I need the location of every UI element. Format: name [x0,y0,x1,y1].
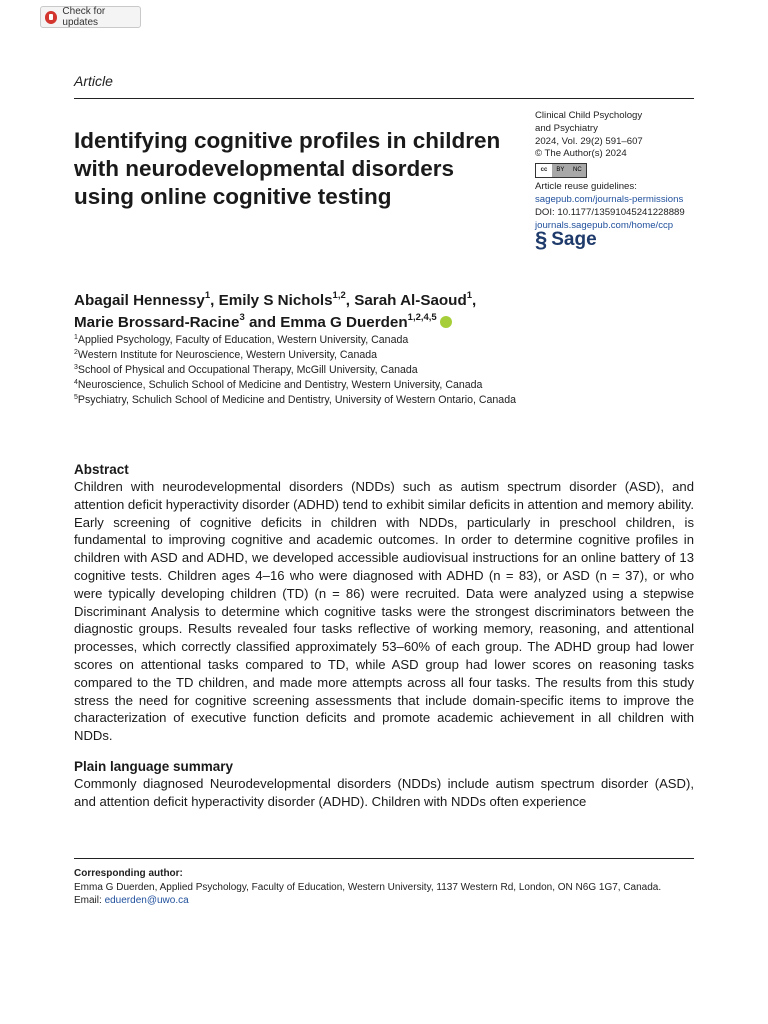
author-affiliation-ref: 1 [466,290,473,301]
abstract-text: Children with neurodevelopmental disorders (NDDs) such as autism spectrum disorder (ASD), and attention deficit hyperactivity disorder (ADHD) tend to exhibit similar deficits in attention and memory ability. Early screening of cognitive deficits in children with NDDs, particularly in preschool children, is fundamental to improving cognitive and academic outcomes. In order to determine cognitive profiles in children with ASD and ADHD, we developed accessible audiovisual instructions for an online battery of 13 cognitive tests. Children ages 4–16 who were diagnosed with ADHD (n = 83), or ASD (n = 37), or who were typically developing children (TD) (n = 86) were recruited. Data were analyzed using a stepwise Discriminant Analysis to determine which cognitive tasks were the strongest discriminators between the diagnostic groups. Results revealed four tasks reflective of working memory, reasoning, and attentional processes, which correctly classified approximately 53–60% of each group. The ADHD group had lower scores on attentional tasks compared to TD, while ASD group had lower scores on reasoning tasks compared to the TD children, and made more attempts across all four tasks. The results from this study stress the need for cognitive screening assessments that include domain-specific items to improve the characterization of executive function deficits and promote academic achievement in all children with NDDs. [74,479,694,744]
article-title: Identifying cognitive profiles in children with neurodevelopmental disorders using online cognitive testing [74,128,501,209]
cc-nc-icon: NC [573,167,582,174]
check-for-updates-label: Check for updates [62,6,106,28]
author-list: Abagail Hennessy$^1$, Emily S Nichols$^{1,2}$, Sarah Al-Saoud$^1$, Marie Brossard-Racine$^3$ and Emma G Duerden$^{1,2,4,5}$ [74,290,477,331]
plain-language-heading: Plain language summary [74,758,234,774]
corresponding-email-line [74,894,694,908]
author-name: Sarah Al-Saoud [354,292,467,309]
header-divider [74,98,694,99]
corresponding-author [74,867,694,908]
email-label: Email: [74,895,105,907]
affiliation-list [74,333,694,408]
journal-name-line1: Clinical Child Psychology [535,110,643,121]
author-affiliation-ref: 1 [204,290,211,301]
corresponding-author-heading: Corresponding author: [74,868,183,879]
affiliation-item: $^5$Psychiatry, Schulich School of Medicine and Dentistry, University of Western Ontario, Canada [74,394,516,406]
abstract-section [74,461,694,811]
author-affiliation-ref: 1,2 [332,290,346,301]
reuse-link[interactable]: sagepub.com/journals-permissions [535,193,684,205]
journal-home-link[interactable]: journals.sagepub.com/home/ccp [535,219,674,231]
cc-icon: cc [536,164,552,177]
bookmark-icon [45,11,57,24]
sage-s-icon: § [535,227,548,253]
corresponding-author-address: Emma G Duerden, Applied Psychology, Faculty of Education, Western University, 1137 Western Rd, London, ON N6G 1G7, Canada. [74,881,662,893]
footnote-divider [74,858,694,859]
sage-logo [535,227,735,253]
journal-copyright: © The Author(s) 2024 [535,148,627,160]
email-link[interactable]: eduerden@uwo.ca [104,895,189,907]
affiliation-item: $^2$Western Institute for Neuroscience, Western University, Canada [74,349,378,361]
affiliation-item: $^4$Neuroscience, Schulich School of Medicine and Dentistry, Western University, Canada [74,379,483,391]
author-name: Emily S Nichols [218,292,333,309]
affiliation-item: $^3$School of Physical and Occupational Therapy, McGill University, Canada [74,364,418,376]
author-name: Marie Brossard-Racine [74,314,240,331]
author-affiliation-ref: 3 [239,312,245,323]
publisher-name: Sage [551,229,597,251]
orcid-icon[interactable] [440,316,452,328]
author-affiliation-ref: 1,2,4,5 [407,312,437,323]
affiliation-item: $^1$Applied Psychology, Faculty of Education, Western University, Canada [74,334,409,346]
cc-by-icon: BY [556,167,565,174]
abstract-heading: Abstract [74,462,129,477]
cc-license-badge[interactable] [535,163,587,178]
plain-language-text: Commonly diagnosed Neurodevelopmental disorders (NDDs) include autism spectrum disorder (ASD), and attention deficit hyperactivity disorder (ADHD). Children with NDDs often experience [74,775,694,809]
reuse-label: Article reuse guidelines: [535,181,637,193]
check-for-updates-button[interactable] [40,6,141,28]
journal-meta [535,110,735,253]
doi: DOI: 10.1177/13591045241228889 [535,206,685,218]
journal-name-line2: and Psychiatry [535,122,598,134]
author-name: Abagail Hennessy [74,292,205,309]
article-type: Article [74,73,113,89]
author-name: Emma G Duerden [280,314,408,331]
journal-volume: 2024, Vol. 29(2) 591–607 [535,135,643,147]
